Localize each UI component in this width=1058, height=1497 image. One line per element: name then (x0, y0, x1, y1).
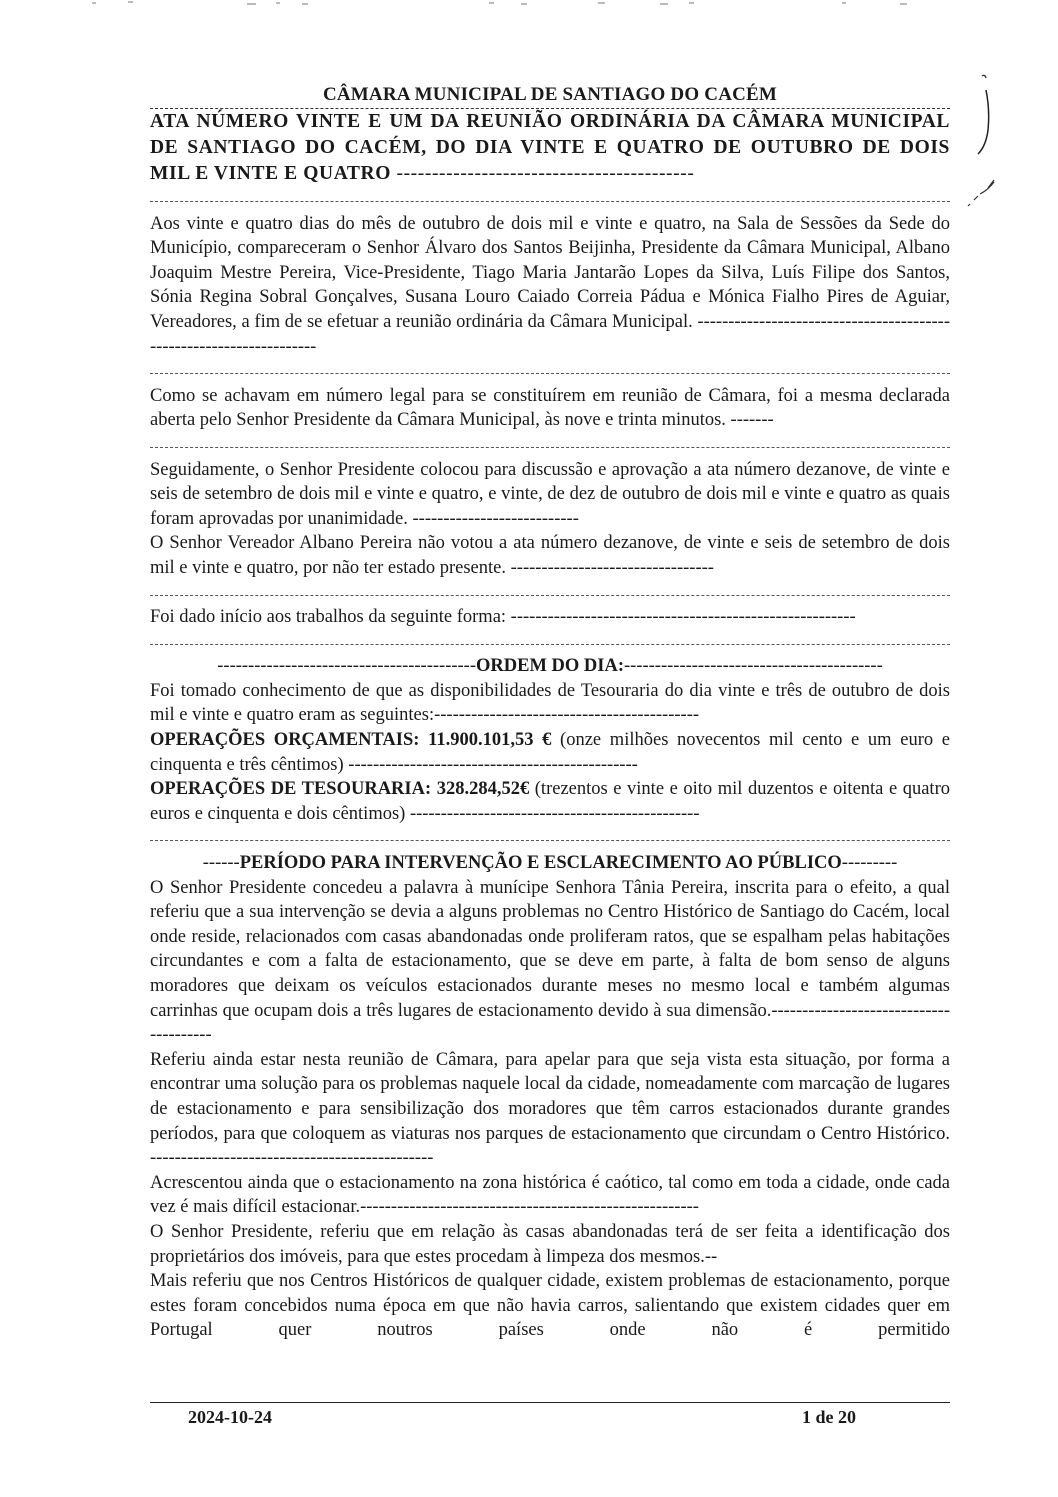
paragraph-start-work: Foi dado início aos trabalhos da seguinte forma: -------------------------------------------------------- (150, 607, 856, 628)
minutes-title-text: ATA NÚMERO VINTE E UM DA REUNIÃO ORDINÁRIA DA CÂMARA MUNICIPAL DE SANTIAGO DO CACÉM, DO DIA VINTE E QUATRO DE OUTUBRO DE DOIS MIL E VINTE E QUATRO (150, 111, 950, 184)
paragraph-attendance: Aos vinte e quatro dias do mês de outubro de dois mil e vinte e quatro, na Sala de Sessões da Sede do Município, compareceram o Senhor Álvaro dos Santos Beijinha, Presidente da Câmara Municipal, Albano Joaquim Mestre Pereira, Vice-Presidente, Tiago Maria Jantarão Lopes da Silva, Luís Filipe dos Santos, Sónia Regina Sobral Gonçalves, Susana Louro Caiado Correia Pádua e Mónica Fialho Pires de Aguiar, Vereadores, a fim de se efetuar a reunião ordinária da Câmara Municipal. -------------------------------------------------------------------- (150, 213, 951, 357)
paragraph-public-intervention: O Senhor Presidente concedeu a palavra à munícipe Senhora Tânia Pereira, inscrita para o efeito, a qual referiu que a sua intervenção se devia a alguns problemas no Centro Histórico de Santiago do Cacém, local onde reside, relacionados com casas abandonadas onde proliferam ratos, que se espalham pelas habitações circundantes e com a falta de estacionamento, que se deve em parte, à falta de bom senso de alguns moradores que deixam os veículos estacionados durante meses no mesmo local e também algumas carrinhas que ocupam dois a três lugares de estacionamento devido à sua dimensão.--------------------------------------- (150, 877, 950, 1046)
paragraph-treasury-operations: OPERAÇÕES DE TESOURARIA: 328.284,52€ (trezentos e vinte e oito mil duzentos e oitenta e quatro euros e cinquenta e dois cêntimos) ----------------------------------------------- (150, 779, 950, 824)
paragraph-budget-operations: OPERAÇÕES ORÇAMENTAIS: 11.900.101,53 € (onze milhões novecentos mil cento e um euro e cinquenta e três cêntimos) ----------------------------------------------- (150, 730, 950, 775)
separator-line (150, 630, 950, 655)
separator-line (150, 581, 950, 606)
paragraph-approval: Seguidamente, o Senhor Presidente colocou para discussão e aprovação a ata número dezanove, de vinte e seis de setembro de dois mil e vinte e quatro, e vinte, de dez de outubro de dois mil e vinte e quatro as quais foram aprovadas por unanimidade. --------------------------- (150, 459, 950, 529)
footer-date: 2024-10-24 (188, 1407, 272, 1427)
section-heading-order-of-day: ------------------------------------------ORDEM DO DIA:------------------------------------------ (217, 656, 883, 677)
paragraph-appeal: Referiu ainda estar nesta reunião de Câmara, para apelar para que seja vista esta situação, por forma a encontrar uma solução para os problemas naquele local da cidade, nomeadamente com marcação de lugares de estacionamento e para sensibilização dos moradores que têm carros estacionados durante grandes períodos, para que coloquem as viaturas nos parques de estacionamento que circundam o Centro Histórico. ---------------------------------------------- (150, 1049, 950, 1169)
separator-line (150, 359, 950, 384)
paragraph-chaotic-parking: Acrescentou ainda que o estacionamento na zona histórica é caótico, tal como em toda a cidade, onde cada vez é mais difícil estacionar.------------------------------------------------------- (150, 1172, 950, 1218)
separator-line (150, 187, 950, 212)
separator-line (150, 433, 950, 458)
footer-page-number: 1 de 20 (802, 1407, 856, 1427)
margin-signature (964, 70, 1004, 220)
treasury-operations-amount: OPERAÇÕES DE TESOURARIA: 328.284,52€ (150, 779, 530, 800)
document-page (150, 84, 950, 1343)
paragraph-historic-centres: Mais referiu que nos Centros Históricos de qualquer cidade, existem problemas de estacionamento, porque estes foram concebidos numa época em que não havia carros, salientando que existem cidades quer em Portugal quer noutros países onde não é permitido (150, 1271, 950, 1341)
budget-operations-amount: OPERAÇÕES ORÇAMENTAIS: 11.900.101,53 € (150, 730, 552, 751)
scan-edge-marks (0, 0, 1058, 14)
institution-header: CÂMARA MUNICIPAL DE SANTIAGO DO CACÉM (322, 84, 778, 105)
paragraph-opening: Como se achavam em número legal para se constituírem em reunião de Câmara, foi a mesma declarada aberta pelo Senhor Presidente da Câmara Municipal, às nove e trinta minutos. ------- (150, 385, 950, 431)
section-heading-public-intervention: ------PERÍODO PARA INTERVENÇÃO E ESCLARECIMENTO AO PÚBLICO--------- (202, 853, 898, 874)
paragraph-treasury: Foi tomado conhecimento de que as disponibilidades de Tesouraria do dia vinte e três de outubro de dois mil e vinte e quatro eram as seguintes:------------------------------------------- (150, 680, 950, 726)
separator-line (150, 826, 950, 851)
paragraph-president-reply: O Senhor Presidente, referiu que em relação às casas abandonadas terá de ser feita a identificação dos proprietários dos imóveis, para que estes procedam à limpeza dos mesmos.-- (150, 1221, 950, 1267)
footer-rule (150, 1402, 950, 1403)
paragraph-abstention: O Senhor Vereador Albano Pereira não votou a ata número dezanove, de vinte e seis de setembro de dois mil e vinte e quatro, por não ter estado presente. --------------------------------- (150, 533, 950, 578)
minutes-title: ATA NÚMERO VINTE E UM DA REUNIÃO ORDINÁRIA DA CÂMARA MUNICIPAL DE SANTIAGO DO CACÉM, DO DIA VINTE E QUATRO DE OUTUBRO DE DOIS MIL E VINTE E QUATRO ------------------------------------------ (150, 111, 950, 184)
